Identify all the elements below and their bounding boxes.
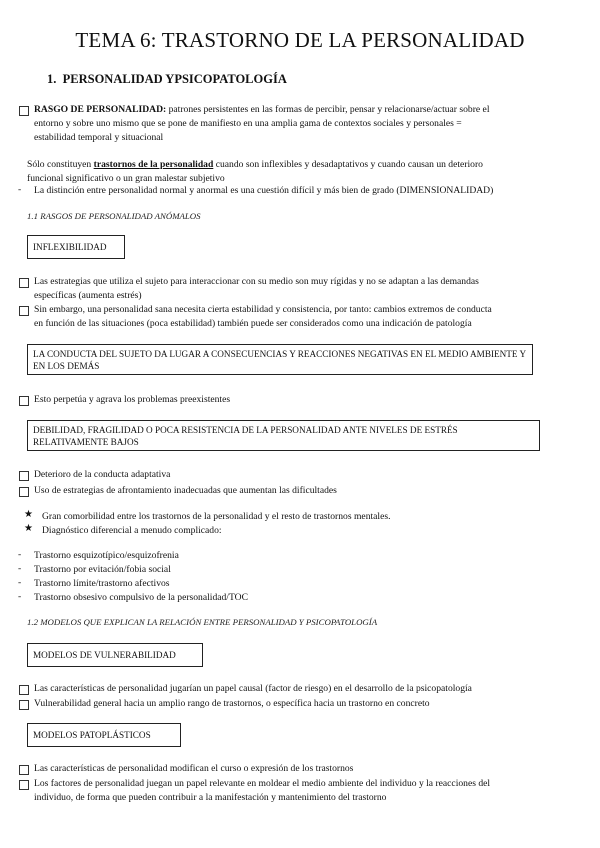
checkbox-icon	[19, 396, 29, 406]
section-heading-1	[47, 72, 287, 87]
dash-item-1: Trastorno esquizotípico/esquizofrenia	[34, 550, 179, 561]
rasgo-text: patrones persistentes en las formas de percibir, pensar y relacionarse/actuar sobre el	[168, 104, 490, 115]
dash-bullet: -	[18, 184, 22, 195]
star-item-1: Gran comorbilidad entre los trastornos de la personalidad y el resto de trastornos mentales.	[42, 511, 391, 522]
rasgo-line1	[34, 103, 489, 117]
page-title: TEMA 6: TRASTORNO DE LA PERSONALIDAD	[75, 28, 525, 52]
subsection-1-1: 1.1 RASGOS DE PERSONALIDAD ANÓMALOS	[27, 211, 201, 221]
star-item-2: Diagnóstico diferencial a menudo complicado:	[42, 525, 222, 536]
box-patoplasticos: MODELOS PATOPLÁSTICOS	[27, 723, 181, 747]
checkbox-icon	[19, 106, 29, 116]
subsection-1-2: 1.2 MODELOS QUE EXPLICAN LA RELACIÓN ENTRE PERSONALIDAD Y PSICOPATOLOGÍA	[27, 617, 378, 627]
box-debilidad: DEBILIDAD, FRAGILIDAD O POCA RESISTENCIA DE LA PERSONALIDAD ANTE NIVELES DE ESTRÉS RELATIVAMENTE BAJOS	[27, 420, 540, 451]
star-icon: ★	[24, 523, 33, 534]
box-vulnerabilidad: MODELOS DE VULNERABILIDAD	[27, 643, 203, 667]
dash-item-3: Trastorno límite/trastorno afectivos	[34, 578, 170, 589]
checkbox-icon	[19, 487, 29, 497]
dash-bullet: -	[18, 591, 22, 602]
checkbox-icon	[19, 278, 29, 288]
inflex-item-2-line2: en función de las situaciones (poca estabilidad) también puede ser considerados como una indicación de patología	[34, 318, 472, 329]
dash-bullet: -	[18, 549, 22, 560]
trastornos-emphasis: trastornos de la personalidad	[93, 159, 214, 170]
inflex-item-1-line2: específicas (aumenta estrés)	[34, 290, 142, 301]
trastornos-post: cuando son inflexibles y desadaptativos y cuando causan un deterioro	[215, 159, 483, 170]
rasgo-line2: entorno y sobre uno mismo que se pone de manifiesto en una amplia gama de contextos sociales y personales =	[34, 118, 462, 129]
box-inflexibilidad: INFLEXIBILIDAD	[27, 235, 125, 259]
inflex-item-1-line1: Las estrategias que utiliza el sujeto para interaccionar con su medio son muy rígidas y no se adaptan a las demandas	[34, 276, 479, 287]
checkbox-icon	[19, 306, 29, 316]
distincion-text: La distinción entre personalidad normal y anormal es una cuestión difícil y más bien de grado (DIMENSIONALIDAD)	[34, 185, 494, 196]
rasgo-label: RASGO DE PERSONALIDAD:	[34, 104, 167, 115]
star-icon: ★	[24, 509, 33, 520]
checkbox-icon	[19, 471, 29, 481]
dash-bullet: -	[18, 563, 22, 574]
dash-item-2: Trastorno por evitación/fobia social	[34, 564, 171, 575]
debilidad-item-1: Deterioro de la conducta adaptativa	[34, 469, 171, 480]
trastornos-paragraph-line2: funcional significativo o un gran malestar subjetivo	[27, 173, 225, 184]
pato-item-2-line2: individuo, de forma que pueden contribuir a la manifestación y mantenimiento del trastorno	[34, 792, 387, 803]
checkbox-icon	[19, 780, 29, 790]
pato-item-1: Las características de personalidad modifican el curso o expresión de los trastornos	[34, 763, 354, 774]
box-conducta: LA CONDUCTA DEL SUJETO DA LUGAR A CONSECUENCIAS Y REACCIONES NEGATIVAS EN EL MEDIO AMBIENTE Y EN LOS DEMÁS	[27, 344, 533, 375]
dash-item-4: Trastorno obsesivo compulsivo de la personalidad/TOC	[34, 592, 248, 603]
checkbox-icon	[19, 700, 29, 710]
section-heading-text: PERSONALIDAD YPSICOPATOLOGÍA	[62, 72, 287, 86]
debilidad-item-2: Uso de estrategias de afrontamiento inadecuadas que aumentan las dificultades	[34, 485, 337, 496]
checkbox-icon	[19, 685, 29, 695]
trastornos-paragraph-line1	[27, 158, 483, 172]
trastornos-pre: Sólo constituyen	[27, 159, 92, 170]
conducta-item: Esto perpetúa y agrava los problemas preexistentes	[34, 394, 231, 405]
checkbox-icon	[19, 765, 29, 775]
section-number: 1.	[47, 72, 57, 86]
vuln-item-1: Las características de personalidad jugarían un papel causal (factor de riesgo) en el desarrollo de la psicopatología	[34, 683, 472, 694]
pato-item-2-line1: Los factores de personalidad juegan un papel relevante en moldear el medio ambiente del individuo y la reacciones del	[34, 778, 491, 789]
inflex-item-2-line1: Sin embargo, una personalidad sana necesita cierta estabilidad y consistencia, por tanto: cambios extremos de conducta	[34, 304, 492, 315]
rasgo-line3: estabilidad temporal y situacional	[34, 132, 164, 143]
vuln-item-2: Vulnerabilidad general hacia un amplio rango de trastornos, o específica hacia un trastorno en concreto	[34, 698, 430, 709]
dash-bullet: -	[18, 577, 22, 588]
